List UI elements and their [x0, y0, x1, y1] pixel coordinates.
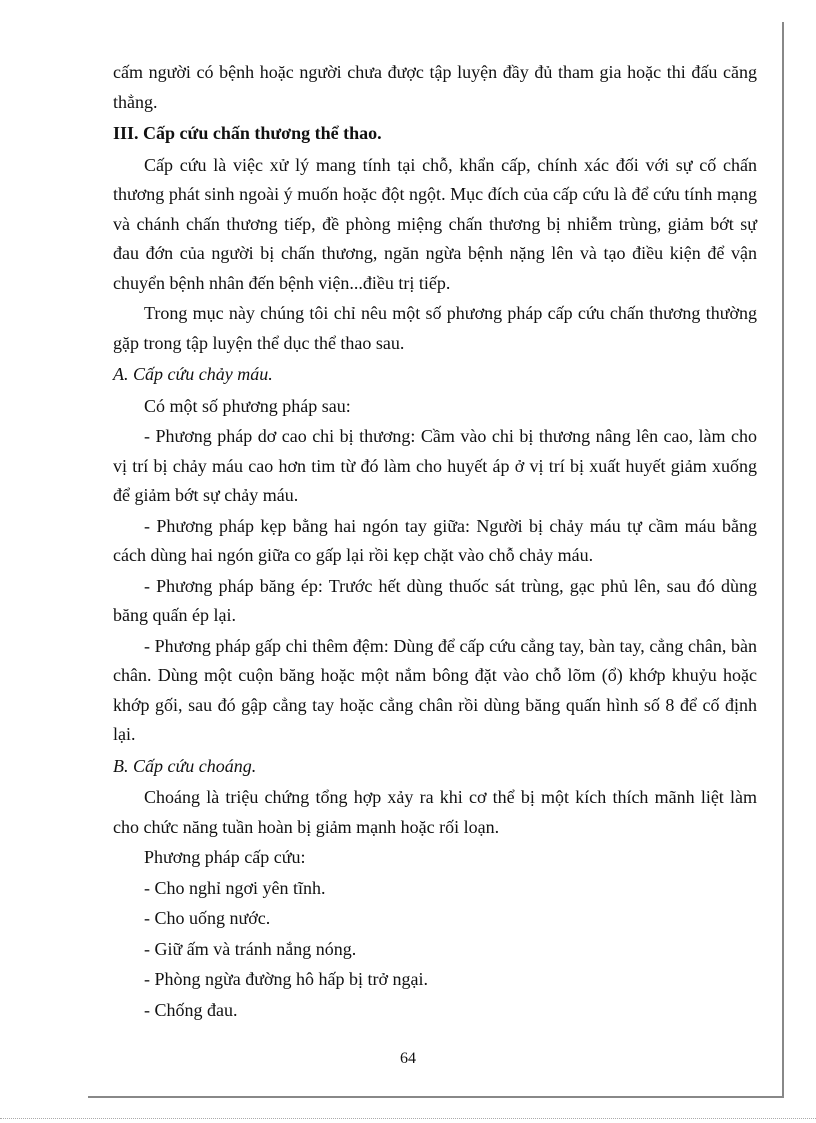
page-bottom-divider	[0, 1118, 816, 1119]
list-item: - Phương pháp gấp chi thêm đệm: Dùng để cấp cứu cẳng tay, bàn tay, cẳng chân, bàn chân. Dùng một cuộn băng hoặc một nắm bông đặt vào chỗ lõm (ổ) khớp khuỷu hoặc khớp gối, sau đó gập cẳng tay hoặc cẳng chân rồi dùng băng quấn hình số 8 để cố định lại.	[113, 635, 757, 744]
page-body	[113, 58, 757, 1026]
subsection-heading: A. Cấp cứu chảy máu.	[113, 364, 273, 384]
paragraph: Có một số phương pháp sau:	[144, 395, 351, 416]
section-heading: III. Cấp cứu chấn thương thể thao.	[113, 123, 382, 143]
paragraph: Trong mục này chúng tôi chỉ nêu một số phương pháp cấp cứu chấn thương thường gặp trong tập luyện thể dục thể thao sau.	[113, 303, 757, 353]
list-item: - Cho uống nước.	[144, 908, 271, 928]
list-item: - Phương pháp kẹp bằng hai ngón tay giữa: Người bị chảy máu tự cầm máu bằng cách dùng hai ngón giữa co gấp lại rồi kẹp chặt vào chỗ chảy máu.	[113, 515, 757, 565]
list-item: - Giữ ấm và tránh nắng nóng.	[144, 938, 357, 959]
paragraph: Cấp cứu là việc xử lý mang tính tại chỗ, khẩn cấp, chính xác đối với sự cố chấn thương phát sinh ngoài ý muốn hoặc đột ngột. Mục đích của cấp cứu là để cứu tính mạng và chánh chấn thương tiếp, đề phòng miệng chấn thương bị nhiễm trùng, giảm bớt sự đau đớn của người bị chấn thương, ngăn ngừa bệnh nặng lên và tạo điều kiện để vận chuyển bệnh nhân đến bệnh viện...điều trị tiếp.	[113, 154, 757, 293]
list-item: - Phương pháp dơ cao chi bị thương: Cầm vào chi bị thương nâng lên cao, làm cho vị trí bị chảy máu cao hơn tim từ đó làm cho huyết áp ở vị trí bị xuất huyết giảm xuống để giảm bớt sự chảy máu.	[113, 426, 757, 505]
page-number: 64	[400, 1050, 416, 1067]
list-item: - Phương pháp băng ép: Trước hết dùng thuốc sát trùng, gạc phủ lên, sau đó dùng băng quấn ép lại.	[113, 575, 757, 625]
paragraph: Choáng là triệu chứng tổng hợp xảy ra khi cơ thể bị một kích thích mãnh liệt làm cho chức năng tuần hoàn bị giảm mạnh hoặc rối loạn.	[113, 787, 757, 837]
paragraph: cấm người có bệnh hoặc người chưa được tập luyện đầy đủ tham gia hoặc thi đấu căng thẳng.	[113, 62, 757, 112]
paragraph: Phương pháp cấp cứu:	[144, 847, 306, 867]
list-item: - Chống đau.	[144, 999, 238, 1020]
subsection-heading: B. Cấp cứu choáng.	[113, 755, 257, 776]
list-item: - Phòng ngừa đường hô hấp bị trở ngại.	[144, 969, 429, 989]
list-item: - Cho nghỉ ngơi yên tĩnh.	[144, 877, 326, 898]
